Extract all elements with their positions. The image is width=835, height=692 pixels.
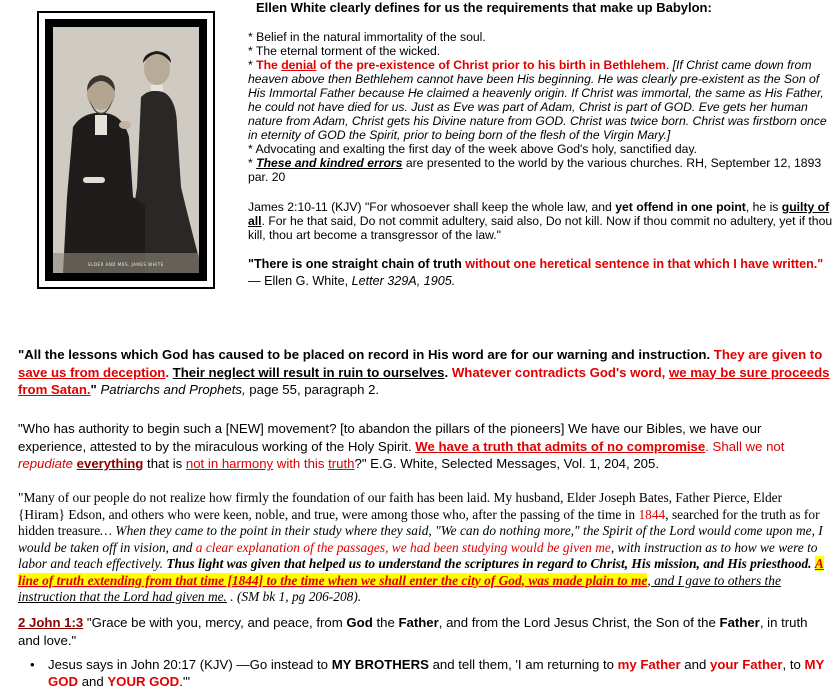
bullet-a: Jesus says in John 20:17 (KJV) —Go instead to — [48, 657, 332, 672]
many-c: , searched for the truth as for hidden treasure — [18, 506, 820, 538]
many-f: , with instruction as to how we were to labor and teach effectively. — [18, 539, 818, 571]
requirement-2: * The eternal torment of the wicked. — [248, 44, 441, 58]
james-c: , he is — [745, 200, 782, 214]
who-a: "Who has authority to begin such a [NEW] movement? [to abandon the pillars of the pioneers] We have our Bibles, we have our experience, attested to by the miraculous working of the Holy Spirit. — [18, 421, 762, 454]
section-title: Ellen White clearly defines for us the requirements that make up Babylon: — [256, 0, 712, 15]
req3-the: The — [256, 58, 282, 72]
lessons-h: we may be sure proceeds from Satan. — [18, 364, 830, 397]
lessons-k: page 55, paragraph 2. — [245, 382, 380, 397]
chain-a: "There is one straight chain of truth — [248, 257, 466, 271]
bullet-f: .'" — [179, 674, 191, 689]
many-d: … When they came to the point in their study where they said, "We can do nothing more," the Spirit of the Lord would come upon me, I would be taken off in vision, and — [18, 523, 823, 555]
many-e: a clear explanation of the passages, we had been studying would be given me — [195, 539, 611, 555]
lessons-e: Their neglect will result in ruin to ourselves — [172, 364, 445, 380]
lessons-f: . — [444, 364, 452, 380]
many-a: "Many of our people do not realize how firmly the foundation of our faith has been laid. My husband, Elder Joseph Bates, Father Pierce, Elder {Hiram} Edson, and others who were keen, noble, and true, were among those who, after the passing of the time in — [18, 490, 783, 522]
photo-border — [45, 19, 207, 281]
who-h: not in harmony — [185, 456, 274, 471]
john-d: , in truth and love." — [18, 615, 808, 648]
many-b: 1844 — [638, 506, 666, 522]
photo-caption: ELDER AND MRS. JAMES WHITE — [88, 262, 164, 267]
bullet-c: and — [680, 657, 710, 672]
many-of-our-people-quote — [18, 490, 830, 606]
lessons-b: They are given to — [713, 347, 823, 362]
req3-dot: . — [665, 58, 673, 72]
many-j: , and I gave to others the instruction that the Lord had given me. — [18, 572, 781, 604]
john-father: Father — [398, 615, 439, 630]
bullet-item — [30, 656, 828, 690]
bullet-brothers: MY BROTHERS — [331, 657, 429, 672]
who-f: everything — [76, 456, 144, 471]
req5-star: * — [248, 156, 257, 170]
james-quote — [248, 200, 833, 242]
who-c: . Shall we not — [705, 438, 785, 454]
john-c: , and from the Lord Jesus Christ, the Son of the — [438, 615, 720, 630]
james-e: . For he that said, Do not commit adultery, said also, Do not kill. Now if thou commit no adultery, yet if thou kill, thou art become a transgressor of the law." — [248, 214, 833, 242]
bullet-dot: • — [30, 657, 35, 672]
many-k: . (SM bk 1, pg 206-208). — [226, 589, 362, 604]
john-reference: 2 John 1:3 — [18, 615, 84, 630]
all-lessons-quote — [18, 346, 830, 399]
chain-of-truth-quote — [248, 256, 833, 290]
req3-star: * — [248, 58, 257, 72]
chain-b: without one heretical sentence in that which I have written. — [465, 257, 818, 271]
john-a: "Grace be with you, mercy, and peace, from — [83, 615, 347, 630]
req5-emphasis: These and kindred errors — [256, 156, 403, 170]
john-quote — [18, 614, 830, 649]
bullet-your-god: YOUR GOD — [107, 674, 180, 689]
who-d: repudiate — [18, 456, 73, 471]
many-g: Thus light was given that helped us to understand the scriptures in regard to Christ, His mission, and His priesthood. — [166, 556, 812, 571]
who-g: that is — [143, 456, 186, 471]
chain-e: Letter 329A, 1905. — [351, 274, 456, 288]
req3-explanation: [If Christ came down from heaven above then Bethlehem cannot have been His beginning. He was clearly pre-existent as the Son of His Immortal Father because He claimed a heavenly origin. If Christ was immortal, the same as His Father, he could not have died for us. Just as Eve was part of Adam, Christ is part of GOD. Eve gets her human nature from Adam, Christ gets his Divine nature from GOD. Christ was twice born. Christ was firstborn once in eternity of GOD the Spirit, prior to being born of the flesh of the Virgin Mary.] — [248, 58, 827, 142]
who-k: ?" E.G. White, Selected Messages, Vol. 1, 204, 205. — [354, 456, 659, 471]
req3-denial: denial — [281, 58, 317, 72]
lessons-a: "All the lessons which God has caused to be placed on record in His word are for our warning and instruction. — [18, 347, 714, 362]
james-b: yet offend in one point — [615, 200, 746, 214]
bullet-your-father: your Father — [709, 657, 783, 672]
who-has-authority-quote — [18, 420, 830, 473]
bullet-my-father: my Father — [617, 657, 681, 672]
lessons-g: Whatever contradicts God's word, — [451, 364, 669, 380]
photo-frame — [37, 11, 215, 289]
john-god: God — [346, 615, 373, 630]
requirement-5 — [248, 156, 833, 184]
john-b: the — [372, 615, 399, 630]
who-i: with this — [273, 456, 329, 471]
requirement-4: * Advocating and exalting the first day of the week above God's holy, sanctified day. — [248, 142, 698, 156]
john-father-2: Father — [719, 615, 760, 630]
lessons-j: Patriarchs and Prophets, — [96, 382, 246, 397]
many-highlight: A line of truth extending from that time [1844] to the time when we shall enter the city of God, was made plain to me — [18, 556, 824, 588]
req5-rest: are presented to the world by the various churches. RH, September 12, 1893 par. 20 — [248, 156, 822, 184]
chain-c: " — [817, 257, 824, 271]
james-a: James 2:10-11 (KJV) "For whosoever shall keep the whole law, and — [248, 200, 616, 214]
lessons-i: " — [90, 382, 97, 397]
bullet-my-god: MY GOD — [48, 657, 825, 689]
lessons-d: . — [165, 364, 173, 380]
portrait-photo — [53, 27, 199, 273]
requirement-1: * Belief in the natural immortality of the soul. — [248, 30, 486, 44]
lessons-c: save us from deception — [18, 364, 166, 380]
bullet-d: , to — [782, 657, 805, 672]
requirement-3 — [248, 58, 833, 142]
babylon-requirements — [248, 30, 833, 290]
bullet-b: and tell them, 'I am returning to — [428, 657, 618, 672]
who-j: truth — [328, 456, 355, 471]
james-d: guilty of all — [248, 200, 830, 228]
bullet-e: and — [78, 674, 108, 689]
chain-d: — Ellen G. White, — [248, 274, 352, 288]
who-b: We have a truth that admits of no compromise — [415, 438, 706, 454]
req3-rest: of the pre-existence of Christ prior to his birth in Bethlehem — [316, 58, 666, 72]
portrait-illustration — [53, 27, 199, 273]
